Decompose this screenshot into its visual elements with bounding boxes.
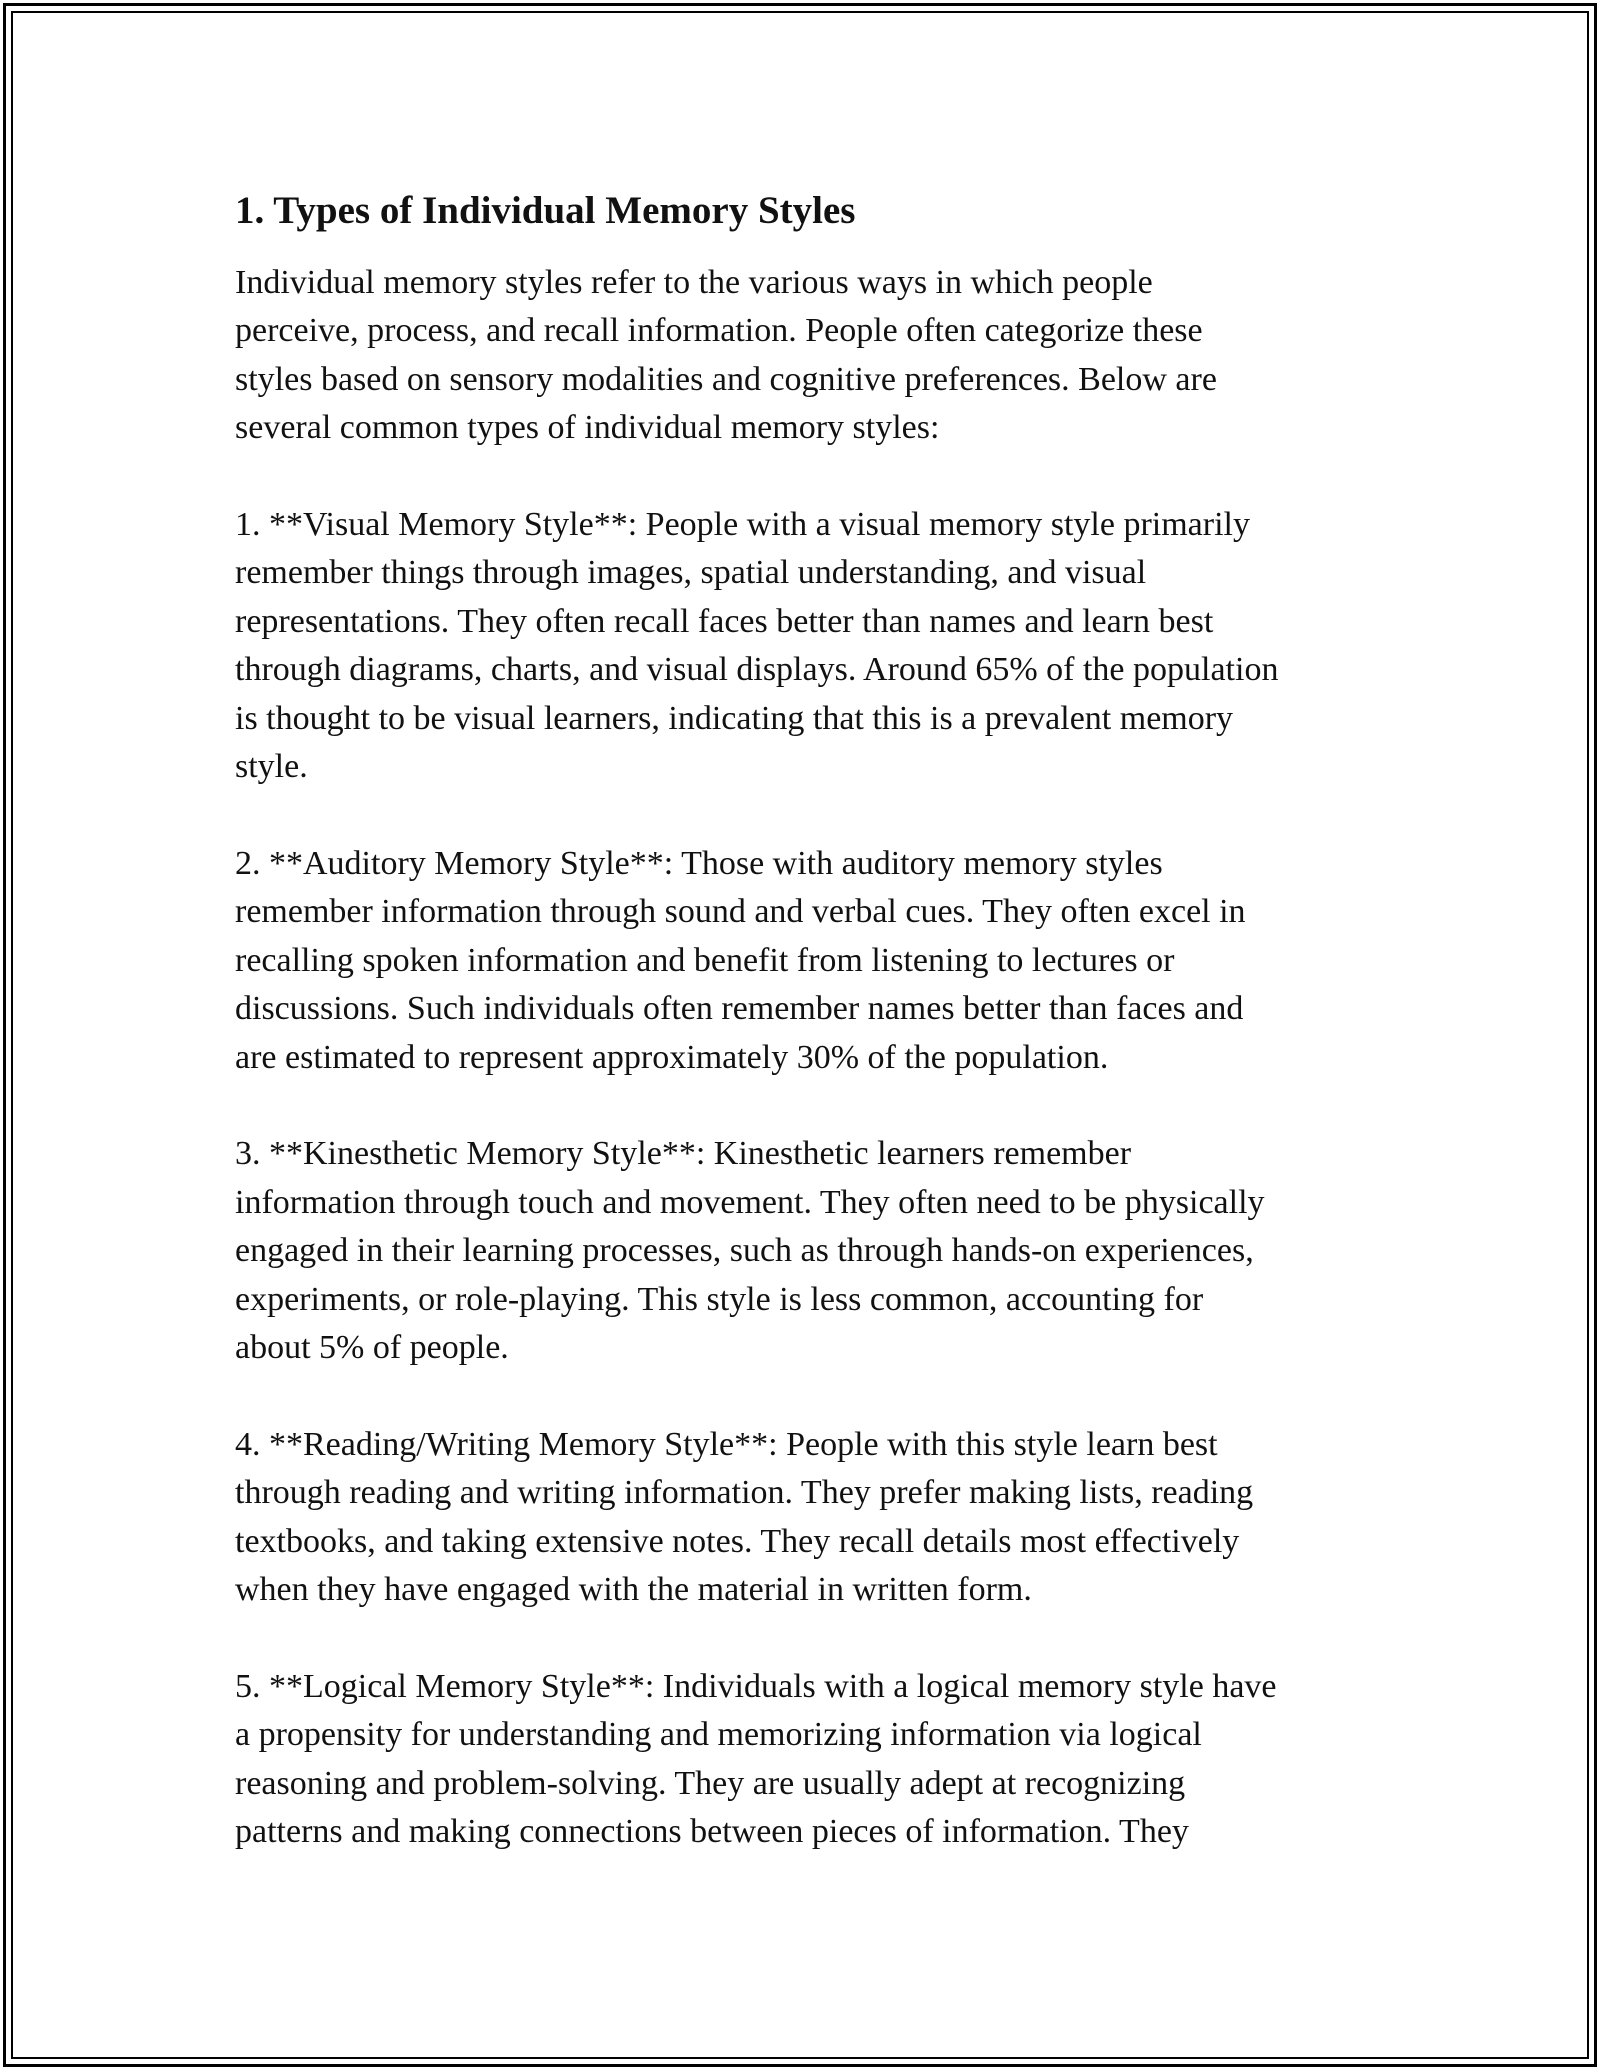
- document-body: [235, 185, 1375, 1856]
- section-title: 1. Types of Individual Memory Styles: [235, 189, 856, 232]
- body-text: Individual memory styles refer to the various ways in which people perceive, process, and recall information. People often categorize these styles based on sensory modalities and cognitive preferences. Below are several common types of individual memory styles: 1. **Visual Memory Style**: People with a visual memory style primarily remember things through images, spatial understanding, and visual representations. They often recall faces better than names and learn best through diagrams, charts, and visual displays. Around 65% of the population is thought to be visual learners, indicating that this is a prevalent memory style. 2. **Auditory Memory Style**: Those with auditory memory styles remember information through sound and verbal cues. They often excel in recalling spoken information and benefit from listening to lectures or discussions. Such individuals often remember names better than faces and are estimated to represent approximately 30% of the population. 3. **Kinesthetic Memory Style**: Kinesthetic learners remember information through touch and movement. They often need to be physically engaged in their learning processes, such as through hands-on experiences, experiments, or role-playing. This style is less common, accounting for about 5% of people. 4. **Reading/Writing Memory Style**: People with this style learn best through reading and writing information. They prefer making lists, reading textbooks, and taking extensive notes. They recall details most effectively when they have engaged with the material in written form. 5. **Logical Memory Style**: Individuals with a logical memory style have a propensity for understanding and memorizing information via logical reasoning and problem-solving. They are usually adept at recognizing patterns and making connections between pieces of information. They: [235, 264, 1279, 1850]
